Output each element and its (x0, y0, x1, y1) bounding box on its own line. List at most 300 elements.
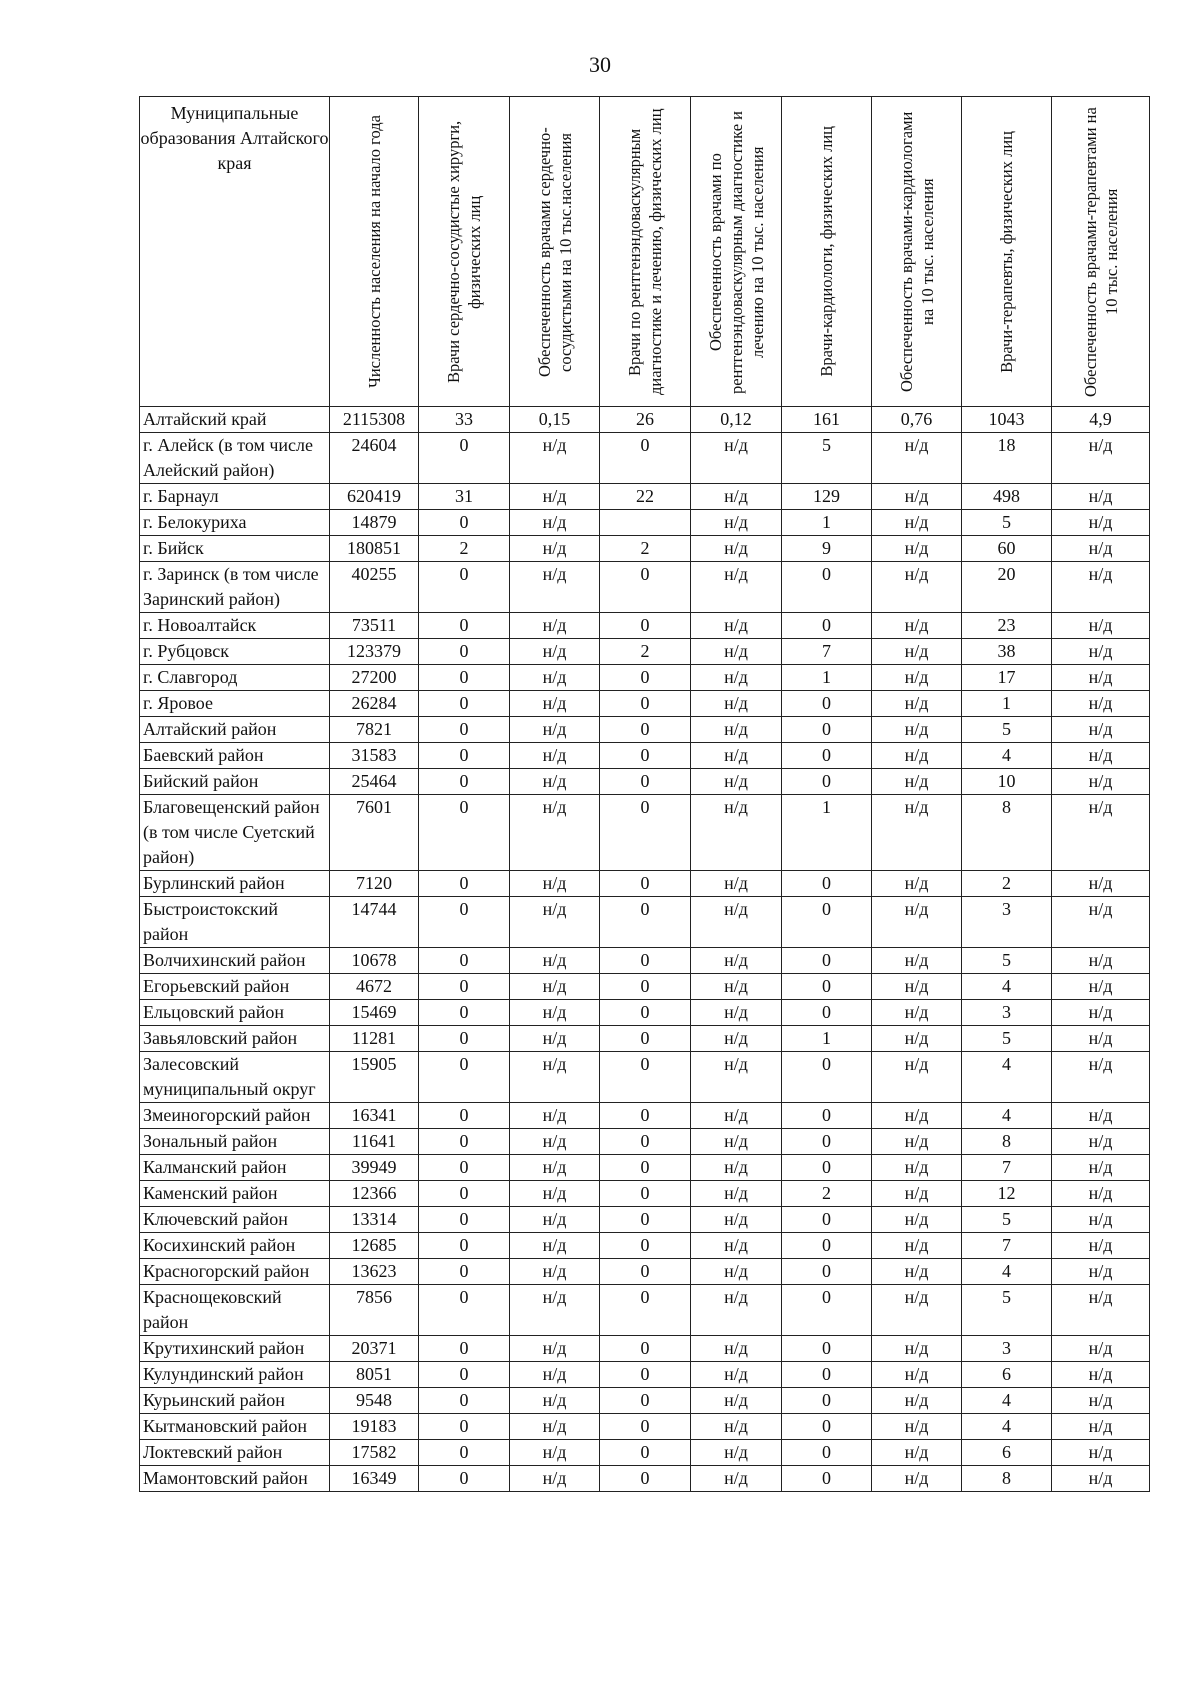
statistics-table (139, 96, 1150, 1492)
value-cell: 0 (600, 1052, 691, 1103)
municipality-cell: Волчихинский район (140, 948, 330, 974)
header-therapists-per-10k: Обеспеченность врачами-терапевтами на 10 тыс. населения (1052, 97, 1150, 407)
value-cell: н/д (1052, 691, 1150, 717)
table-row (140, 1207, 1150, 1233)
value-cell: 0 (419, 1414, 510, 1440)
value-cell: 4 (962, 1388, 1052, 1414)
value-cell: 0 (600, 613, 691, 639)
table-row (140, 536, 1150, 562)
value-cell: н/д (1052, 613, 1150, 639)
value-cell: н/д (872, 1052, 962, 1103)
value-cell: н/д (1052, 1285, 1150, 1336)
value-cell: н/д (872, 1388, 962, 1414)
value-cell: н/д (510, 1285, 600, 1336)
header-cardiovascular-surgeons-per-10k: Обеспеченность врачами сердечно-сосудистыми на 10 тыс.населения (510, 97, 600, 407)
value-cell: 0 (782, 717, 872, 743)
value-cell: 27200 (330, 665, 419, 691)
value-cell: 0 (782, 691, 872, 717)
value-cell: 24604 (330, 433, 419, 484)
value-cell: 180851 (330, 536, 419, 562)
municipality-cell: Залесовский муниципальный округ (140, 1052, 330, 1103)
value-cell: н/д (872, 510, 962, 536)
value-cell: 11281 (330, 1026, 419, 1052)
table-row (140, 1259, 1150, 1285)
value-cell: 15469 (330, 1000, 419, 1026)
table-row (140, 1285, 1150, 1336)
value-cell: 0 (782, 1207, 872, 1233)
value-cell: 0,15 (510, 407, 600, 433)
table-row (140, 717, 1150, 743)
value-cell: 7856 (330, 1285, 419, 1336)
table-row (140, 613, 1150, 639)
municipality-cell: Калманский район (140, 1155, 330, 1181)
value-cell: н/д (691, 1233, 782, 1259)
value-cell: 0 (419, 769, 510, 795)
value-cell: 0 (782, 948, 872, 974)
value-cell: н/д (1052, 1336, 1150, 1362)
value-cell: 0 (782, 974, 872, 1000)
value-cell: 0 (600, 665, 691, 691)
value-cell: 8 (962, 1466, 1052, 1492)
table-row (140, 948, 1150, 974)
value-cell: 11641 (330, 1129, 419, 1155)
value-cell: н/д (1052, 1362, 1150, 1388)
value-cell: 5 (782, 433, 872, 484)
value-cell: 0 (600, 1233, 691, 1259)
value-cell: н/д (510, 613, 600, 639)
value-cell: 0 (419, 1000, 510, 1026)
value-cell: н/д (691, 1181, 782, 1207)
value-cell: 8 (962, 1129, 1052, 1155)
table-row (140, 1388, 1150, 1414)
value-cell: н/д (872, 1285, 962, 1336)
value-cell: н/д (1052, 897, 1150, 948)
value-cell: 0 (782, 1466, 872, 1492)
value-cell: н/д (691, 948, 782, 974)
value-cell: 0 (419, 433, 510, 484)
value-cell: 7 (962, 1233, 1052, 1259)
value-cell: 22 (600, 484, 691, 510)
value-cell: 0 (782, 871, 872, 897)
value-cell: 39949 (330, 1155, 419, 1181)
value-cell: 8051 (330, 1362, 419, 1388)
value-cell: 26284 (330, 691, 419, 717)
value-cell: 4,9 (1052, 407, 1150, 433)
value-cell: 0 (419, 1026, 510, 1052)
value-cell: 0,76 (872, 407, 962, 433)
municipality-cell: г. Белокуриха (140, 510, 330, 536)
value-cell: 0 (600, 897, 691, 948)
value-cell: 0 (419, 1155, 510, 1181)
value-cell: н/д (691, 897, 782, 948)
value-cell: н/д (691, 1026, 782, 1052)
table-row (140, 1440, 1150, 1466)
table-row (140, 510, 1150, 536)
value-cell: 0 (419, 1181, 510, 1207)
header-therapists: Врачи-терапевты, физических лиц (962, 97, 1052, 407)
table-row (140, 769, 1150, 795)
value-cell: 0 (782, 562, 872, 613)
header-cardiologists: Врачи-кардиологи, физических лиц (782, 97, 872, 407)
value-cell: 0 (782, 1000, 872, 1026)
value-cell: 0 (600, 948, 691, 974)
value-cell: 26 (600, 407, 691, 433)
value-cell: 0 (419, 871, 510, 897)
value-cell: 73511 (330, 613, 419, 639)
value-cell: 14744 (330, 897, 419, 948)
value-cell: 31 (419, 484, 510, 510)
value-cell: 17 (962, 665, 1052, 691)
value-cell: 18 (962, 433, 1052, 484)
value-cell: н/д (510, 1155, 600, 1181)
value-cell: н/д (510, 562, 600, 613)
value-cell: н/д (872, 1181, 962, 1207)
table-row (140, 1026, 1150, 1052)
value-cell: н/д (872, 1440, 962, 1466)
value-cell: 0 (419, 639, 510, 665)
value-cell: н/д (510, 1259, 600, 1285)
value-cell: 0 (419, 1336, 510, 1362)
value-cell: н/д (691, 691, 782, 717)
table-body (140, 407, 1150, 1492)
municipality-cell: г. Барнаул (140, 484, 330, 510)
value-cell: н/д (872, 1103, 962, 1129)
municipality-cell: Благовещенский район (в том числе Суетский район) (140, 795, 330, 871)
value-cell: н/д (510, 1388, 600, 1414)
value-cell: н/д (691, 613, 782, 639)
value-cell: 7601 (330, 795, 419, 871)
value-cell: 40255 (330, 562, 419, 613)
value-cell: 0 (600, 871, 691, 897)
header-endovascular-per-10k: Обеспеченность врачами по рентгенэндоваскулярным диагностике и лечению на 10 тыс. населения (691, 97, 782, 407)
value-cell: н/д (872, 1259, 962, 1285)
value-cell: 0 (600, 1207, 691, 1233)
value-cell: н/д (510, 743, 600, 769)
table-row (140, 1155, 1150, 1181)
value-cell: 12 (962, 1181, 1052, 1207)
value-cell: н/д (691, 743, 782, 769)
value-cell: 2 (419, 536, 510, 562)
value-cell: н/д (691, 1388, 782, 1414)
value-cell: н/д (872, 1466, 962, 1492)
value-cell: н/д (872, 1336, 962, 1362)
value-cell: 4 (962, 1414, 1052, 1440)
table-row (140, 1000, 1150, 1026)
municipality-cell: Красногорский район (140, 1259, 330, 1285)
value-cell: 9 (782, 536, 872, 562)
value-cell: н/д (691, 1000, 782, 1026)
value-cell: 0 (600, 795, 691, 871)
value-cell: н/д (872, 743, 962, 769)
value-cell: 0 (782, 1414, 872, 1440)
municipality-cell: г. Алейск (в том числе Алейский район) (140, 433, 330, 484)
value-cell: 3 (962, 1336, 1052, 1362)
municipality-cell: Егорьевский район (140, 974, 330, 1000)
value-cell: н/д (691, 1155, 782, 1181)
table-row (140, 974, 1150, 1000)
municipality-cell: Быстроистокский район (140, 897, 330, 948)
value-cell: н/д (872, 691, 962, 717)
value-cell: 0 (600, 1103, 691, 1129)
value-cell: 0 (600, 717, 691, 743)
value-cell: 0 (782, 1336, 872, 1362)
municipality-cell: г. Бийск (140, 536, 330, 562)
value-cell: 5 (962, 510, 1052, 536)
value-cell: н/д (872, 433, 962, 484)
value-cell: н/д (1052, 1259, 1150, 1285)
value-cell: 0 (782, 1103, 872, 1129)
value-cell: н/д (510, 536, 600, 562)
value-cell: 38 (962, 639, 1052, 665)
value-cell: н/д (510, 665, 600, 691)
value-cell: н/д (1052, 433, 1150, 484)
value-cell: 0 (600, 1336, 691, 1362)
value-cell: 0 (782, 1285, 872, 1336)
value-cell: 20 (962, 562, 1052, 613)
value-cell: н/д (872, 1000, 962, 1026)
value-cell: н/д (510, 795, 600, 871)
table-row (140, 639, 1150, 665)
value-cell: 0 (782, 897, 872, 948)
value-cell: 0 (782, 769, 872, 795)
value-cell: н/д (691, 1414, 782, 1440)
value-cell: 0 (782, 1052, 872, 1103)
value-cell: н/д (1052, 743, 1150, 769)
value-cell: н/д (872, 1362, 962, 1388)
value-cell: н/д (691, 665, 782, 691)
value-cell: н/д (510, 769, 600, 795)
value-cell: 0 (782, 743, 872, 769)
value-cell: н/д (872, 769, 962, 795)
value-cell: 14879 (330, 510, 419, 536)
table-row (140, 897, 1150, 948)
value-cell: н/д (510, 717, 600, 743)
value-cell: н/д (1052, 665, 1150, 691)
value-cell (600, 510, 691, 536)
value-cell: н/д (1052, 1181, 1150, 1207)
value-cell: 0 (782, 1233, 872, 1259)
value-cell: н/д (510, 691, 600, 717)
value-cell: 0 (419, 691, 510, 717)
value-cell: 123379 (330, 639, 419, 665)
value-cell: 20371 (330, 1336, 419, 1362)
value-cell: н/д (510, 1181, 600, 1207)
value-cell: н/д (1052, 536, 1150, 562)
value-cell: 0 (600, 1000, 691, 1026)
value-cell: 0 (600, 1259, 691, 1285)
value-cell: н/д (691, 1207, 782, 1233)
table-row (140, 665, 1150, 691)
municipality-cell: г. Славгород (140, 665, 330, 691)
value-cell: 0 (419, 1259, 510, 1285)
value-cell: 0 (600, 1129, 691, 1155)
value-cell: 0 (782, 1362, 872, 1388)
value-cell: н/д (1052, 1466, 1150, 1492)
value-cell: 0 (419, 562, 510, 613)
value-cell: 0 (782, 1440, 872, 1466)
value-cell: 5 (962, 1285, 1052, 1336)
value-cell: 1 (782, 795, 872, 871)
table-row (140, 743, 1150, 769)
value-cell: н/д (691, 871, 782, 897)
municipality-cell: г. Яровое (140, 691, 330, 717)
value-cell: н/д (510, 1103, 600, 1129)
value-cell: н/д (1052, 510, 1150, 536)
value-cell: н/д (872, 536, 962, 562)
value-cell: 0 (419, 743, 510, 769)
value-cell: 60 (962, 536, 1052, 562)
value-cell: 2 (782, 1181, 872, 1207)
value-cell: н/д (691, 1466, 782, 1492)
table-row (140, 871, 1150, 897)
value-cell: 6 (962, 1440, 1052, 1466)
value-cell: н/д (510, 1000, 600, 1026)
municipality-cell: Косихинский район (140, 1233, 330, 1259)
header-municipality: Муниципальные образования Алтайского края (140, 97, 330, 407)
municipality-cell: Крутихинский район (140, 1336, 330, 1362)
value-cell: н/д (510, 484, 600, 510)
value-cell: 10 (962, 769, 1052, 795)
value-cell: н/д (872, 795, 962, 871)
value-cell: 0 (600, 1285, 691, 1336)
municipality-cell: Бурлинский район (140, 871, 330, 897)
value-cell: 7120 (330, 871, 419, 897)
municipality-cell: Баевский район (140, 743, 330, 769)
value-cell: 0 (600, 1155, 691, 1181)
table-header-row (140, 97, 1150, 407)
value-cell: н/д (691, 769, 782, 795)
value-cell: 4 (962, 1052, 1052, 1103)
value-cell: 1 (962, 691, 1052, 717)
value-cell: 16349 (330, 1466, 419, 1492)
value-cell: 17582 (330, 1440, 419, 1466)
municipality-cell: Зональный район (140, 1129, 330, 1155)
value-cell: 0 (600, 433, 691, 484)
value-cell: н/д (510, 1129, 600, 1155)
value-cell: н/д (872, 717, 962, 743)
table-row (140, 1336, 1150, 1362)
value-cell: н/д (1052, 1388, 1150, 1414)
value-cell: н/д (510, 948, 600, 974)
table-row (140, 484, 1150, 510)
value-cell: н/д (872, 1026, 962, 1052)
value-cell: н/д (1052, 1414, 1150, 1440)
value-cell: 4672 (330, 974, 419, 1000)
value-cell: н/д (1052, 1233, 1150, 1259)
municipality-cell: Ельцовский район (140, 1000, 330, 1026)
value-cell: н/д (872, 562, 962, 613)
header-population: Численность населения на начало года (330, 97, 419, 407)
value-cell: 1 (782, 1026, 872, 1052)
value-cell: 0 (782, 1155, 872, 1181)
table-row (140, 1103, 1150, 1129)
value-cell: 0 (419, 1052, 510, 1103)
value-cell: 13314 (330, 1207, 419, 1233)
value-cell: н/д (1052, 795, 1150, 871)
value-cell: 2 (600, 536, 691, 562)
value-cell: н/д (691, 1103, 782, 1129)
value-cell: н/д (1052, 1103, 1150, 1129)
value-cell: 0 (419, 948, 510, 974)
table-row (140, 1181, 1150, 1207)
value-cell: 4 (962, 974, 1052, 1000)
municipality-cell: Курьинский район (140, 1388, 330, 1414)
value-cell: 0 (600, 1466, 691, 1492)
value-cell: н/д (510, 639, 600, 665)
municipality-cell: г. Новоалтайск (140, 613, 330, 639)
value-cell: н/д (872, 665, 962, 691)
municipality-cell: Кытмановский район (140, 1414, 330, 1440)
value-cell: 0 (419, 897, 510, 948)
value-cell: 0 (600, 562, 691, 613)
value-cell: 2 (600, 639, 691, 665)
value-cell: 33 (419, 407, 510, 433)
value-cell: 10678 (330, 948, 419, 974)
value-cell: 2115308 (330, 407, 419, 433)
value-cell: н/д (691, 1285, 782, 1336)
value-cell: 0 (600, 769, 691, 795)
value-cell: 0 (419, 795, 510, 871)
value-cell: 7 (782, 639, 872, 665)
value-cell: 0 (419, 1285, 510, 1336)
municipality-cell: Бийский район (140, 769, 330, 795)
municipality-cell: г. Рубцовск (140, 639, 330, 665)
value-cell: 0 (782, 1388, 872, 1414)
value-cell: 129 (782, 484, 872, 510)
value-cell: 4 (962, 1259, 1052, 1285)
value-cell: н/д (872, 871, 962, 897)
value-cell: н/д (691, 1052, 782, 1103)
table-row (140, 407, 1150, 433)
value-cell: н/д (1052, 1155, 1150, 1181)
value-cell: 0 (419, 1233, 510, 1259)
value-cell: 0 (600, 691, 691, 717)
value-cell: 23 (962, 613, 1052, 639)
value-cell: н/д (691, 639, 782, 665)
value-cell: 5 (962, 948, 1052, 974)
value-cell: 0 (419, 1103, 510, 1129)
municipality-cell: Ключевский район (140, 1207, 330, 1233)
value-cell: н/д (691, 536, 782, 562)
value-cell: 4 (962, 743, 1052, 769)
value-cell: 3 (962, 1000, 1052, 1026)
value-cell: н/д (510, 1233, 600, 1259)
municipality-cell: Каменский район (140, 1181, 330, 1207)
value-cell: н/д (510, 1440, 600, 1466)
value-cell: н/д (872, 897, 962, 948)
value-cell: н/д (510, 1336, 600, 1362)
value-cell: 15905 (330, 1052, 419, 1103)
table-row (140, 1414, 1150, 1440)
value-cell: н/д (872, 1155, 962, 1181)
table-row (140, 1362, 1150, 1388)
value-cell: 0 (600, 974, 691, 1000)
value-cell: 0 (600, 743, 691, 769)
value-cell: н/д (872, 639, 962, 665)
value-cell: н/д (510, 1466, 600, 1492)
value-cell: н/д (510, 1362, 600, 1388)
value-cell: 0 (600, 1414, 691, 1440)
table-row (140, 1233, 1150, 1259)
value-cell: 4 (962, 1103, 1052, 1129)
value-cell: н/д (510, 433, 600, 484)
value-cell: 0 (600, 1362, 691, 1388)
value-cell: 16341 (330, 1103, 419, 1129)
municipality-cell: г. Заринск (в том числе Заринский район) (140, 562, 330, 613)
value-cell: н/д (691, 1129, 782, 1155)
value-cell: 0 (419, 1129, 510, 1155)
value-cell: 0 (419, 1207, 510, 1233)
